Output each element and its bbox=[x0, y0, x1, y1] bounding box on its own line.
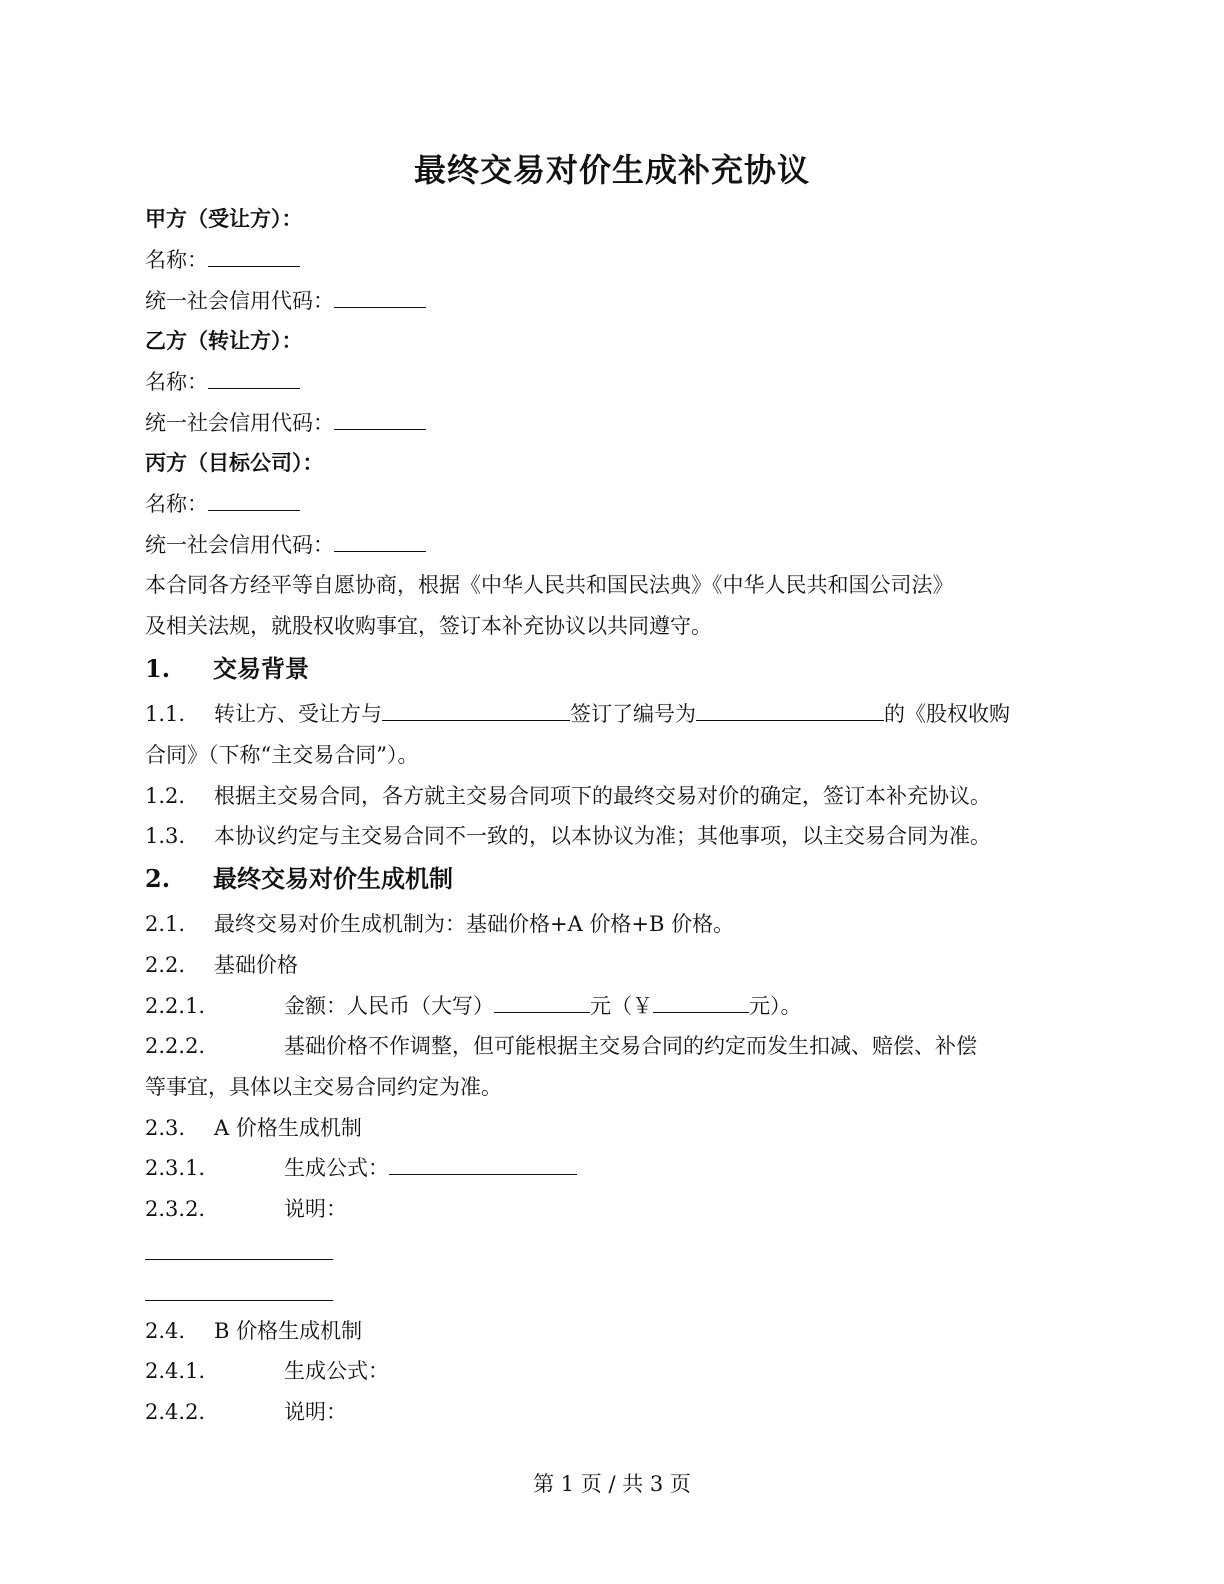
party-a-name-blank[interactable] bbox=[208, 246, 300, 267]
section-2-number: 2. bbox=[145, 864, 171, 893]
clause-2-3-1 bbox=[145, 1154, 577, 1182]
document-title: 最终交易对价生成补充协议 bbox=[413, 151, 810, 189]
party-c-name-row bbox=[145, 490, 300, 518]
clause-2-1 bbox=[145, 910, 734, 938]
clause-2-4-number: 2.4. bbox=[145, 1319, 186, 1343]
amount-words-blank[interactable] bbox=[494, 992, 590, 1013]
clause-1-3 bbox=[145, 822, 991, 850]
clause-1-3-number: 1.3. bbox=[145, 824, 186, 848]
clause-2-2-2-continued: 等事宜，具体以主交易合同约定为准。 bbox=[145, 1075, 502, 1099]
party-a-name-label: 名称： bbox=[145, 248, 208, 272]
party-a-name-row bbox=[145, 246, 300, 274]
clause-2-4-1-number: 2.4.1. bbox=[145, 1359, 206, 1383]
clause-2-4 bbox=[145, 1317, 362, 1345]
clause-1-1-text-b: 签订了编号为 bbox=[570, 702, 696, 726]
clause-2-3-text: A 价格生成机制 bbox=[214, 1116, 362, 1140]
clause-2-3-2-number: 2.3.2. bbox=[145, 1197, 206, 1221]
clause-2-2-text: 基础价格 bbox=[214, 953, 298, 977]
clause-1-1-number: 1.1. bbox=[145, 702, 186, 726]
party-b-heading: 乙方（转让方）： bbox=[145, 328, 303, 353]
clause-1-1-contract-no-blank[interactable] bbox=[696, 700, 884, 721]
a-price-note-blank-2[interactable] bbox=[145, 1300, 333, 1301]
clause-2-4-2-number: 2.4.2. bbox=[145, 1400, 206, 1424]
clause-2-2-1-text-c: 元）。 bbox=[749, 994, 802, 1018]
party-a-credit-blank[interactable] bbox=[334, 287, 426, 308]
party-c-credit-blank[interactable] bbox=[334, 531, 426, 552]
party-c-credit-label: 统一社会信用代码： bbox=[145, 533, 334, 557]
clause-1-1-party-blank[interactable] bbox=[382, 700, 570, 721]
section-1-title: 交易背景 bbox=[213, 654, 309, 683]
clause-2-3-1-number: 2.3.1. bbox=[145, 1156, 206, 1180]
clause-2-4-text: B 价格生成机制 bbox=[214, 1319, 363, 1343]
party-b-credit-label: 统一社会信用代码： bbox=[145, 411, 334, 435]
clause-2-3-2-text: 说明： bbox=[284, 1197, 347, 1221]
clause-2-2-2-text: 基础价格不作调整，但可能根据主交易合同的约定而发生扣减、赔偿、补偿 bbox=[284, 1034, 977, 1058]
party-b-credit-blank[interactable] bbox=[334, 409, 426, 430]
clause-1-1-continued: 合同》（下称“主交易合同”）。 bbox=[145, 743, 419, 767]
clause-2-2-number: 2.2. bbox=[145, 953, 186, 977]
clause-2-2-1-text-b: 元（￥ bbox=[590, 994, 653, 1018]
clause-2-4-1 bbox=[145, 1357, 389, 1385]
clause-2-2-1-number: 2.2.1. bbox=[145, 994, 206, 1018]
party-c-credit-row bbox=[145, 531, 426, 559]
party-a-heading: 甲方（受让方）： bbox=[145, 206, 303, 231]
section-1-number: 1. bbox=[145, 654, 171, 683]
party-a-credit-row bbox=[145, 287, 426, 315]
preamble-line-1: 本合同各方经平等自愿协商，根据《中华人民共和国民法典》《中华人民共和国公司法》 bbox=[145, 573, 954, 597]
clause-2-2-2-number: 2.2.2. bbox=[145, 1034, 206, 1058]
clause-2-2-2 bbox=[145, 1032, 977, 1060]
party-c-name-label: 名称： bbox=[145, 492, 208, 516]
clause-2-3-1-text: 生成公式： bbox=[284, 1156, 389, 1180]
party-b-name-label: 名称： bbox=[145, 370, 208, 394]
clause-1-1 bbox=[145, 700, 1010, 728]
clause-1-2-number: 1.2. bbox=[145, 784, 186, 808]
clause-2-4-1-text: 生成公式： bbox=[284, 1359, 389, 1383]
clause-2-1-number: 2.1. bbox=[145, 912, 186, 936]
party-b-credit-row bbox=[145, 409, 426, 437]
a-price-note-blank-1[interactable] bbox=[145, 1259, 333, 1260]
clause-1-2-text: 根据主交易合同，各方就主交易合同项下的最终交易对价的确定，签订本补充协议。 bbox=[214, 784, 991, 808]
clause-1-2 bbox=[145, 782, 991, 810]
clause-2-1-text: 最终交易对价生成机制为：基础价格+A 价格+B 价格。 bbox=[214, 912, 735, 936]
clause-1-3-text: 本协议约定与主交易合同不一致的，以本协议为准；其他事项，以主交易合同为准。 bbox=[214, 824, 991, 848]
preamble-line-2: 及相关法规，就股权收购事宜，签订本补充协议以共同遵守。 bbox=[145, 614, 712, 638]
section-2-heading bbox=[145, 865, 453, 893]
clause-2-3 bbox=[145, 1114, 362, 1142]
amount-figures-blank[interactable] bbox=[653, 992, 749, 1013]
clause-2-3-2 bbox=[145, 1195, 347, 1223]
section-1-heading bbox=[145, 655, 309, 683]
clause-2-4-2 bbox=[145, 1398, 347, 1426]
clause-2-4-2-text: 说明： bbox=[284, 1400, 347, 1424]
section-2-title: 最终交易对价生成机制 bbox=[213, 864, 453, 893]
a-price-formula-blank[interactable] bbox=[389, 1154, 577, 1175]
page-footer: 第 1 页 / 共 3 页 bbox=[533, 1472, 691, 1496]
party-a-credit-label: 统一社会信用代码： bbox=[145, 289, 334, 313]
clause-2-2-1-text-a: 金额：人民币（大写） bbox=[284, 994, 494, 1018]
clause-2-2 bbox=[145, 951, 298, 979]
party-c-name-blank[interactable] bbox=[208, 490, 300, 511]
party-b-name-blank[interactable] bbox=[208, 368, 300, 389]
party-b-name-row bbox=[145, 368, 300, 396]
clause-1-1-text-c: 的《股权收购 bbox=[884, 702, 1010, 726]
clause-2-3-number: 2.3. bbox=[145, 1116, 186, 1140]
party-c-heading: 丙方（目标公司）： bbox=[145, 450, 324, 475]
clause-1-1-text-a: 转让方、受让方与 bbox=[214, 702, 382, 726]
clause-2-2-1 bbox=[145, 992, 802, 1020]
